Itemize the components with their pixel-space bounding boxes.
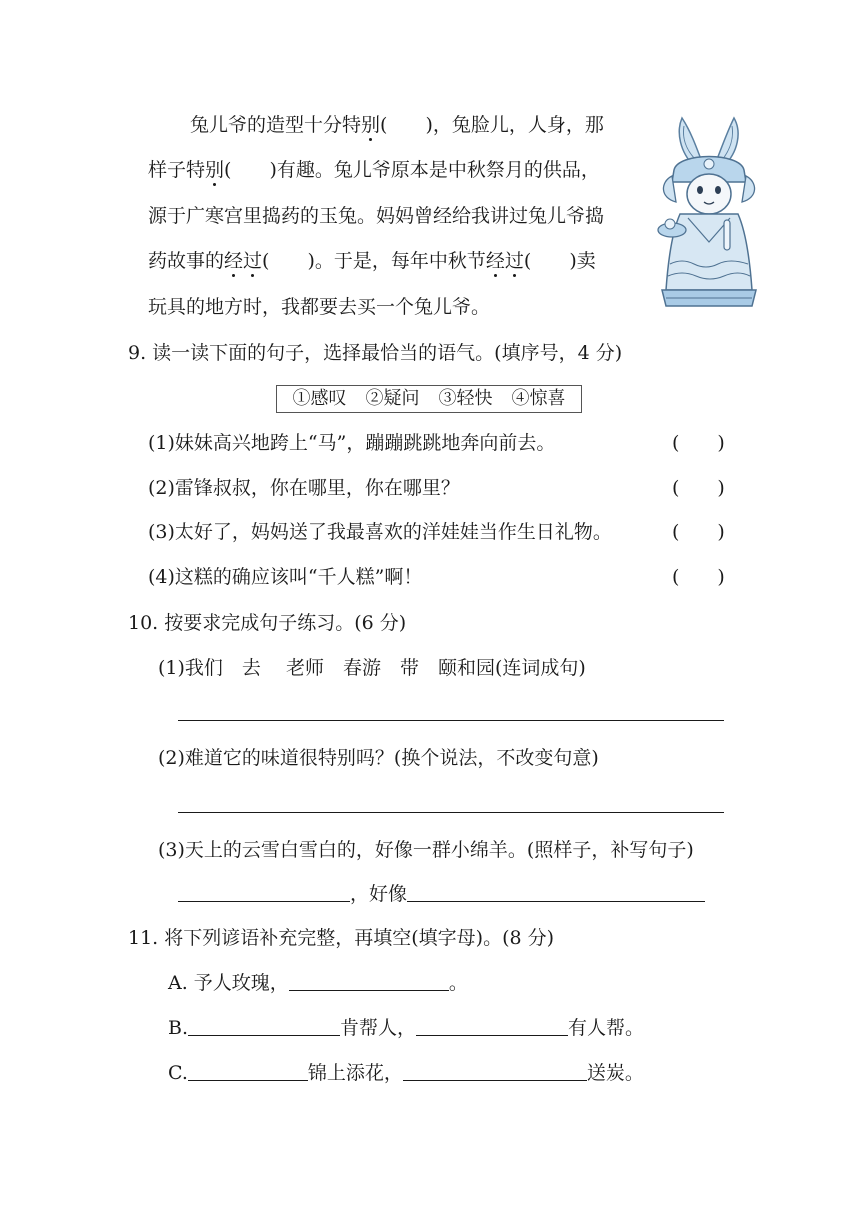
q10-item-3-fill <box>178 881 705 907</box>
q10-item-1: (1)我们 去 老师 春游 带 颐和园(连词成句) <box>158 657 586 679</box>
text: 兔儿爷的造型十分特 <box>190 114 362 136</box>
q9-option-3: ③轻快 <box>438 388 493 409</box>
q9-title: 9. 读一读下面的句子，选择最恰当的语气。(填序号，4 分) <box>128 342 623 364</box>
dotted-char: 别 <box>205 159 225 181</box>
dotted-char: 过 <box>243 250 263 272</box>
q9-item-3: (3)太好了，妈妈送了我最喜欢的洋娃娃当作生日礼物。 <box>148 521 612 543</box>
text: ( )有趣。兔儿爷原本是中秋祭月的供品， <box>224 159 600 181</box>
text: A. 予人玫瑰， <box>168 972 289 994</box>
text: ( )。于是，每年中秋节 <box>262 250 486 272</box>
dotted-char: 别 <box>361 114 381 136</box>
q11-blank-b2[interactable] <box>416 1015 568 1036</box>
text: B. <box>168 1017 189 1039</box>
q9-option-1: ①感叹 <box>292 388 347 409</box>
q11-blank-c2[interactable] <box>403 1060 587 1081</box>
text: ( )，兔脸儿，人身，那 <box>380 114 604 136</box>
text: 肯帮人， <box>340 1017 417 1039</box>
q10-item-3: (3)天上的云雪白雪白的，好像一群小绵羊。(照样子，补写句子) <box>158 839 694 861</box>
passage-line-5: 玩具的地方时，我都要去买一个兔儿爷。 <box>148 296 491 318</box>
q10-blank-b[interactable] <box>407 881 705 902</box>
q11-blank-b1[interactable] <box>188 1015 340 1036</box>
q11-item-c <box>168 1060 644 1086</box>
text: 药故事的 <box>148 250 225 272</box>
text: 锦上添花， <box>307 1062 403 1084</box>
dotted-char: 经 <box>224 250 244 272</box>
passage-line-4 <box>148 248 596 274</box>
text: 送炭。 <box>586 1062 644 1084</box>
q9-answer-blank-1[interactable]: ( ) <box>672 432 725 454</box>
passage-line-3: 源于广寒宫里捣药的玉兔。妈妈曾经给我讲过兔儿爷捣 <box>148 205 605 227</box>
passage-line-2 <box>148 157 600 183</box>
text: 样子特 <box>148 159 206 181</box>
q9-option-4: ④惊喜 <box>511 388 566 409</box>
rabbit-figure-illustration <box>652 112 766 312</box>
q9-item-1: (1)妹妹高兴地跨上“马”，蹦蹦跳跳地奔向前去。 <box>148 432 556 454</box>
q10-title: 10. 按要求完成句子练习。(6 分) <box>128 612 407 634</box>
dotted-char: 过 <box>504 250 524 272</box>
q11-item-a <box>168 970 468 996</box>
passage-line-1 <box>190 112 604 138</box>
dotted-char: 经 <box>485 250 505 272</box>
q11-blank-c1[interactable] <box>188 1060 308 1081</box>
q9-item-2: (2)雷锋叔叔，你在哪里，你在哪里？ <box>148 477 460 499</box>
q11-item-b <box>168 1015 644 1041</box>
q10-answer-line-1[interactable] <box>178 720 724 721</box>
q9-option-2: ②疑问 <box>365 388 420 409</box>
q9-options-box <box>276 385 582 413</box>
q9-answer-blank-2[interactable]: ( ) <box>672 477 725 499</box>
text: ( )卖 <box>523 250 596 272</box>
q10-item-2: (2)难道它的味道很特别吗？(换个说法，不改变句意) <box>158 747 599 769</box>
q10-answer-line-2[interactable] <box>178 812 724 813</box>
q9-item-4: (4)这糕的确应该叫“千人糕”啊！ <box>148 566 423 588</box>
q9-answer-blank-4[interactable]: ( ) <box>672 566 725 588</box>
text: 。 <box>448 972 468 994</box>
q9-answer-blank-3[interactable]: ( ) <box>672 521 725 543</box>
text: 有人帮。 <box>568 1017 645 1039</box>
q11-title: 11. 将下列谚语补充完整，再填空(填字母)。(8 分) <box>128 927 555 949</box>
text: C. <box>168 1062 188 1084</box>
q10-blank-a[interactable] <box>178 881 350 902</box>
q11-blank-a[interactable] <box>289 970 449 991</box>
text: ，好像 <box>350 883 408 905</box>
